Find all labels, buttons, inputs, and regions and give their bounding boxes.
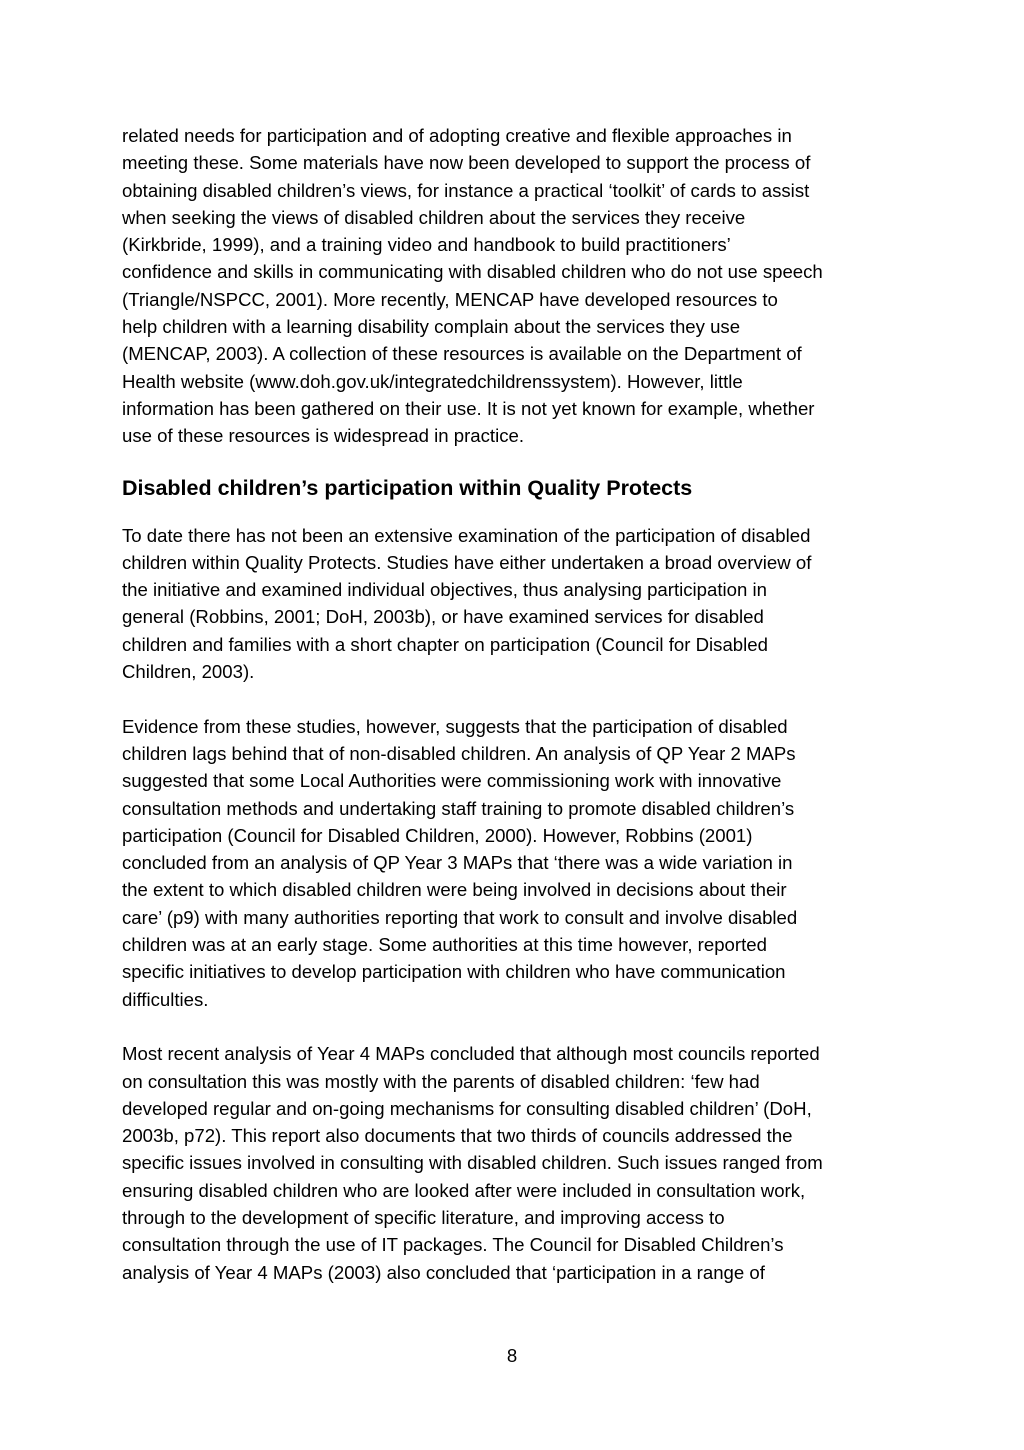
- text-line: through to the development of specific literature, and improving access to: [122, 1206, 725, 1228]
- text-line: (MENCAP, 2003). A collection of these resources is available on the Department of: [122, 343, 802, 365]
- text-line: specific initiatives to develop participation with children who have communication: [122, 961, 786, 983]
- text-line: use of these resources is widespread in practice.: [122, 425, 525, 447]
- paragraph-1: [122, 122, 912, 450]
- text-line: Most recent analysis of Year 4 MAPs concluded that although most councils reported: [122, 1043, 820, 1065]
- text-line: on consultation this was mostly with the parents of disabled children: ‘few had: [122, 1070, 760, 1092]
- paragraph-2: [122, 522, 912, 686]
- text-line: meeting these. Some materials have now been developed to support the process of: [122, 152, 811, 174]
- paragraph-3: [122, 713, 912, 1013]
- text-line: Evidence from these studies, however, suggests that the participation of disabled: [122, 715, 788, 737]
- text-line: To date there has not been an extensive examination of the participation of disabled: [122, 524, 811, 546]
- text-line: specific issues involved in consulting with disabled children. Such issues ranged from: [122, 1152, 823, 1174]
- text-line: when seeking the views of disabled children about the services they receive: [122, 206, 746, 228]
- text-line: participation (Council for Disabled Children, 2000). However, Robbins (2001): [122, 824, 753, 846]
- text-line: developed regular and on-going mechanisms for consulting disabled children’ (DoH,: [122, 1097, 812, 1119]
- text-line: children was at an early stage. Some authorities at this time however, reported: [122, 934, 767, 956]
- section-heading: Disabled children’s participation within Quality Protects: [122, 475, 693, 500]
- text-line: information has been gathered on their use. It is not yet known for example, whether: [122, 397, 815, 419]
- text-line: confidence and skills in communicating with disabled children who do not use speech: [122, 261, 823, 283]
- text-line: ensuring disabled children who are looked after were included in consultation work,: [122, 1179, 806, 1201]
- text-line: children lags behind that of non-disabled children. An analysis of QP Year 2 MAPs: [122, 742, 796, 764]
- text-line: help children with a learning disability complain about the services they use: [122, 316, 741, 338]
- page-number: 8: [506, 1345, 518, 1366]
- text-line: obtaining disabled children’s views, for instance a practical ‘toolkit’ of cards to assist: [122, 179, 810, 201]
- text-line: suggested that some Local Authorities were commissioning work with innovative: [122, 770, 782, 792]
- text-line: consultation through the use of IT packages. The Council for Disabled Children’s: [122, 1234, 784, 1256]
- paragraph-4: [122, 1040, 912, 1286]
- text-line: Children, 2003).: [122, 661, 255, 683]
- text-line: general (Robbins, 2001; DoH, 2003b), or have examined services for disabled: [122, 606, 764, 628]
- text-line: children within Quality Protects. Studies have either undertaken a broad overview of: [122, 551, 812, 573]
- text-line: (Triangle/NSPCC, 2001). More recently, MENCAP have developed resources to: [122, 288, 778, 310]
- text-line: the initiative and examined individual objectives, thus analysing participation in: [122, 579, 767, 601]
- text-line: related needs for participation and of adopting creative and flexible approaches in: [122, 125, 792, 146]
- text-line: care’ (p9) with many authorities reporting that work to consult and involve disabled: [122, 906, 798, 928]
- paragraph-spacer: [122, 685, 912, 712]
- page-content: [122, 122, 912, 1286]
- text-line: concluded from an analysis of QP Year 3 MAPs that ‘there was a wide variation in: [122, 852, 793, 874]
- text-line: difficulties.: [122, 988, 209, 1010]
- text-line: consultation methods and undertaking staff training to promote disabled children’s: [122, 797, 795, 819]
- text-line: analysis of Year 4 MAPs (2003) also concluded that ‘participation in a range of: [122, 1261, 765, 1283]
- text-line: the extent to which disabled children were being involved in decisions about their: [122, 879, 787, 901]
- text-line: 2003b, p72). This report also documents that two thirds of councils addressed the: [122, 1125, 793, 1147]
- text-line: (Kirkbride, 1999), and a training video and handbook to build practitioners’: [122, 234, 731, 256]
- text-line: children and families with a short chapter on participation (Council for Disabled: [122, 633, 768, 655]
- text-line: Health website (www.doh.gov.uk/integratedchildrenssystem). However, little: [122, 370, 743, 392]
- paragraph-spacer: [122, 1013, 912, 1040]
